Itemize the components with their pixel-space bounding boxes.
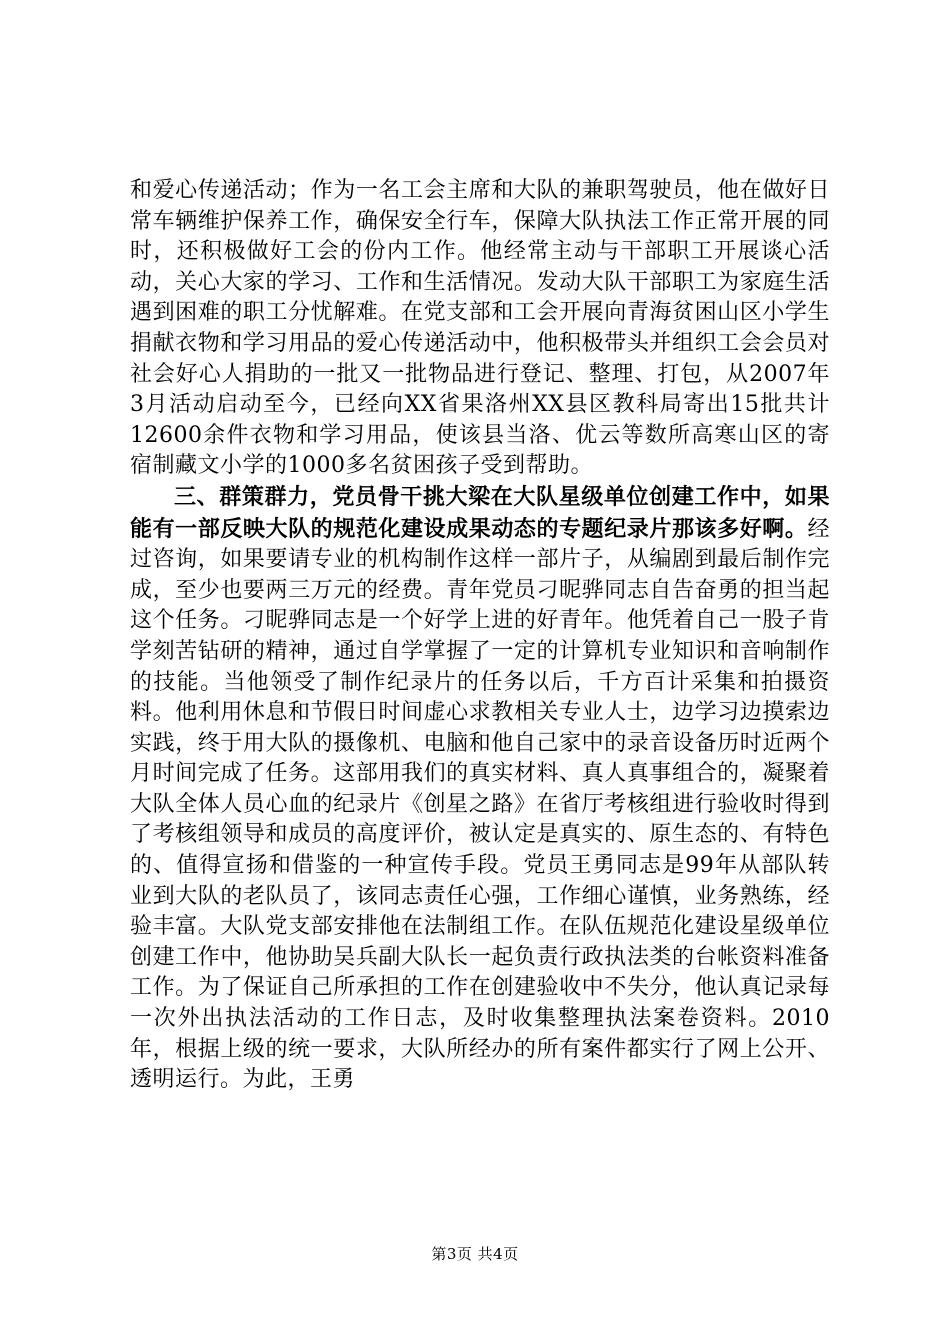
- document-body: [130, 176, 830, 1096]
- paragraph-union-activities: 和爱心传递活动；作为一名工会主席和大队的兼职驾驶员，他在做好日常车辆维护保养工作，确保安全行车，保障大队执法工作正常开展的同时，还积极做好工会的份内工作。他经常主动与干部职工开展谈心活动，关心大家的学习、工作和生活情况。发动大队干部职工为家庭生活遇到困难的职工分忧解难。在党支部和工会开展向青海贫困山区小学生捐献衣物和学习用品的爱心传递活动中，他积极带头并组织工会会员对社会好心人捐助的一批又一批物品进行登记、整理、打包，从2007年3月活动启动至今，已经向XX省果洛州XX县区教科局寄出15批共计12600余件衣物和学习用品，使该县当洛、优云等数所高寒山区的寄宿制藏文小学的1000多名贫困孩子受到帮助。: [130, 178, 830, 479]
- paragraph-party-members: [130, 482, 830, 1096]
- page-footer: 第3页 共4页: [431, 1245, 519, 1263]
- paragraph-party-members-text: 经过咨询，如果要请专业的机构制作这样一部片子，从编剧到最后制作完成，至少也要两三万元的经费。青年党员刁昵骅同志自告奋勇的担当起这个任务。刁昵骅同志是一个好学上进的好青年。他凭着自己一股子肯学刻苦钻研的精神，通过自学掌握了一定的计算机专业知识和音响制作的技能。当他领受了制作纪录片的任务以后，千方百计采集和拍摄资料。他利用休息和节假日时间虚心求教相关专业人士，边学习边摸索边实践，终于用大队的摄像机、电脑和他自己家中的录音设备历时近两个月时间完成了任务。这部用我们的真实材料、真人真事组合的，凝聚着大队全体人员心血的纪录片《创星之路》在省厅考核组进行验收时得到了考核组领导和成员的高度评价，被认定是真实的、原生态的、有特色的、值得宣扬和借鉴的一种宣传手段。党员王勇同志是99年从部队转业到大队的老队员了，该同志责任心强，工作细心谨慎，业务熟练，经验丰富。大队党支部安排他在法制组工作。在队伍规范化建设星级单位创建工作中，他协助吴兵副大队长一起负责行政执法类的台帐资料准备工作。为了保证自己所承担的工作在创建验收中不失分，他认真记录每一次外出执法活动的工作日志，及时收集整理执法案卷资料。2010年，根据上级的统一要求，大队所经办的所有案件都实行了网上公开、透明运行。为此，王勇: [130, 516, 830, 1093]
- section-heading-three: 三、群策群力，党员骨干挑大梁在大队星级单位创建工作中，如果能有一部反映大队的规范化建设成果动态的专题纪录片那该多好啊。: [130, 483, 830, 542]
